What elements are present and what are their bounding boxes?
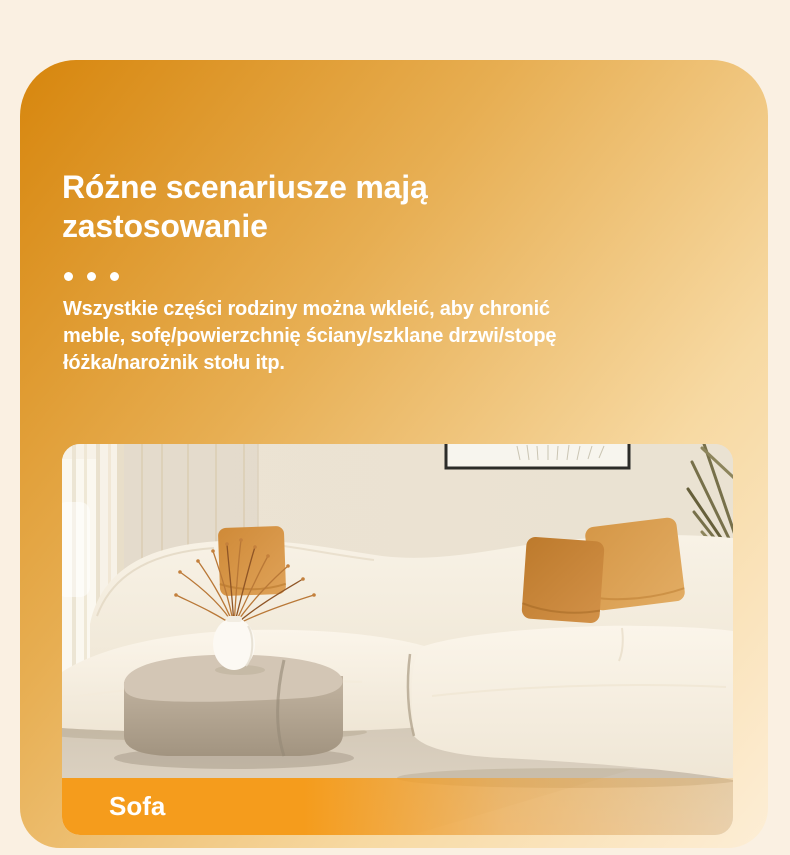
- section-description: Wszystkie części rodziny można wkleić, aby chronić meble, sofę/powierzchnię ściany/szklane drzwi/stopę łóżka/narożnik stołu itp.: [63, 298, 557, 374]
- picture-frame: [446, 444, 629, 468]
- dot-icon: [64, 272, 73, 281]
- pillow-right-dark: [521, 536, 605, 623]
- dot-icon: [87, 272, 96, 281]
- bullet-dots: [64, 272, 133, 282]
- promo-card: [20, 60, 768, 848]
- sofa-photo: [62, 444, 733, 835]
- photo-caption: Sofa: [109, 791, 166, 821]
- living-room-scene: [62, 444, 733, 835]
- section-title: Różne scenariusze mają zastosowanie: [62, 169, 428, 245]
- dot-icon: [110, 272, 119, 281]
- photo-caption-bar: [62, 778, 733, 835]
